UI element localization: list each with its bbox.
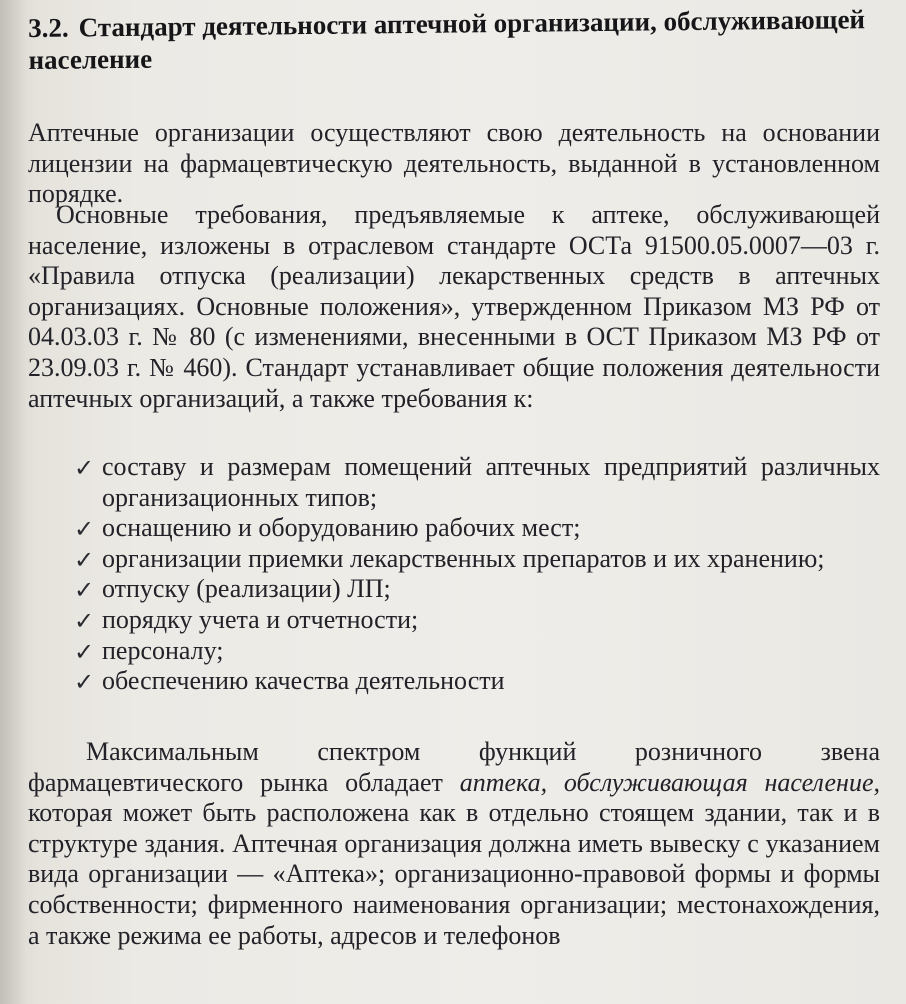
paragraph-text: Максимальным спектром функций розничного звена фармацевтического рынка обладает [28,737,880,797]
paragraph-requirements-intro: Основные требования, предъявляемые к аптеке, обслуживающей население, изложены в отраслевом стандарте ОСТа 91500.05.0007—03 г. «Правила отпуска (реализации) лекарственных средств в аптечных организациях. Основные положения», утвержденном Приказом МЗ РФ от 04.03.03 г. № 80 (с изменениями, внесенными в ОСТ Приказом МЗ РФ от 23.09.03 г. № 460). Стандарт устанавливает общие положения деятельности аптечных организаций, а также требования к: [28,200,880,413]
checkmark-icon: ✓ [74,670,95,697]
list-item-text: отпуску (реализации) ЛП; [102,574,391,604]
checkmark-icon: ✓ [74,517,95,544]
checkmark-icon: ✓ [74,547,95,574]
list-item [72,513,880,544]
list-item [72,605,880,636]
paragraph-text: которая может быть расположена как в отдельно стоящем здании, так и в структуре здания. Аптечная организация должна иметь вывеску с указанием вида организации — «Аптека»; организационно-правовой формы и формы собственности; фирменного наименования организации; местонахождения, а также режима ее работы, адресов и телефонов [28,798,880,950]
list-item [72,636,880,667]
page-binding-shadow [0,0,26,1004]
checkmark-icon: ✓ [74,639,95,666]
list-item-text: порядку учета и отчетности; [102,604,419,634]
list-item [72,452,880,513]
section-number: 3.2. [28,12,69,43]
paragraph-retail-pharmacy [28,737,880,951]
section-title: Стандарт деятельности аптечной организации, обслуживающей население [28,4,866,75]
list-item-text: обеспечению качества деятельности [102,666,505,696]
list-item-text: организации приемки лекарственных препаратов и их хранению; [102,543,825,573]
list-item-text: составу и размерам помещений аптечных предприятий различных организационных типов; [102,452,880,512]
checkmark-icon: ✓ [74,578,95,605]
checkmark-icon: ✓ [74,608,95,635]
emphasized-term: аптека, обслуживающая население, [459,767,880,797]
checkmark-icon: ✓ [74,456,95,482]
list-item [72,574,880,605]
list-item-text: оснащению и оборудованию рабочих мест; [102,513,581,543]
paragraph-licensing: Аптечные организации осуществляют свою деятельность на основании лицензии на фармацевтическую деятельность, выданной в установленном порядке. [28,118,880,209]
section-heading [28,3,879,76]
requirements-list [72,452,880,697]
list-item [72,666,880,697]
list-item [72,544,880,575]
list-item-text: персоналу; [102,635,224,665]
